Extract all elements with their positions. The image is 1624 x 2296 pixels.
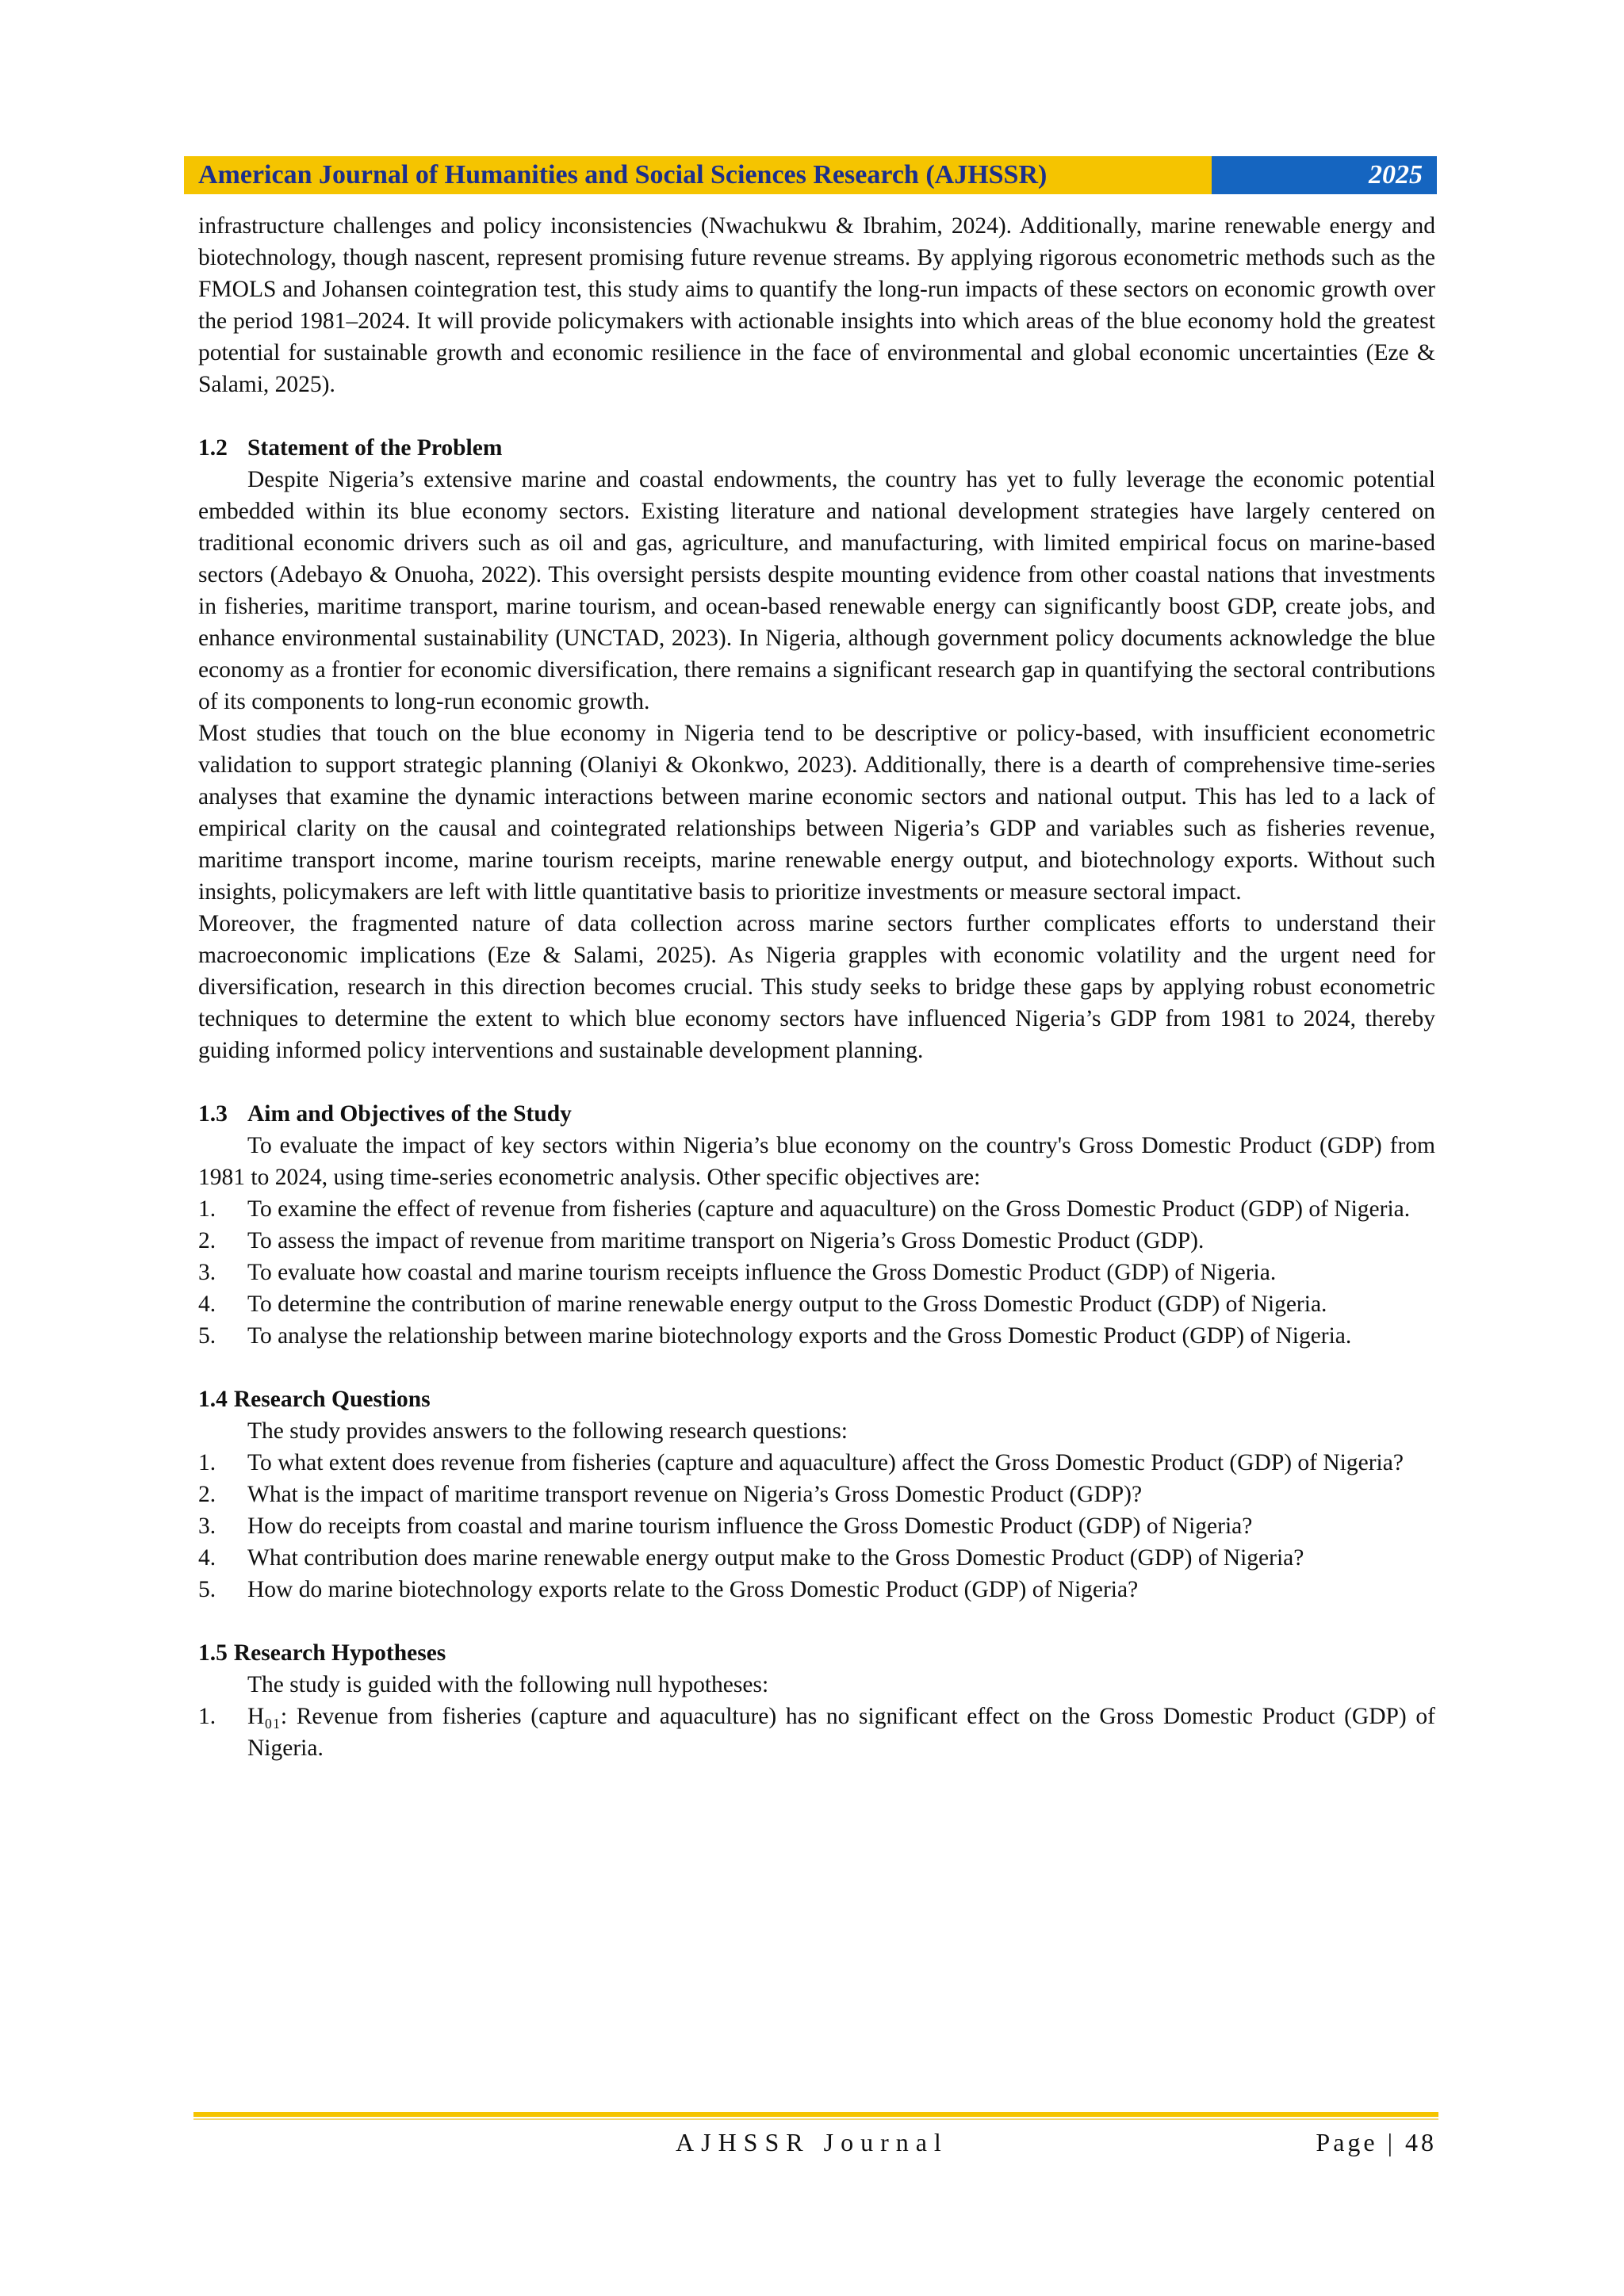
journal-title: American Journal of Humanities and Social Sciences Research (AJHSSR) bbox=[184, 156, 1212, 194]
hypotheses-list bbox=[198, 1701, 1435, 1764]
list-item bbox=[198, 1225, 1435, 1257]
list-number: 1. bbox=[198, 1704, 216, 1729]
list-item bbox=[198, 1510, 1435, 1542]
section-title: Aim and Objectives of the Study bbox=[247, 1101, 572, 1127]
problem-paragraph: Despite Nigeria’s extensive marine and coastal endowments, the country has yet to fully leverage the economic potential embedded within its blue economy sectors. Existing literature and national development strategies have largely centered on traditional economic drivers such as oil and gas, agriculture, and manufacturing, with limited empirical focus on marine-based sectors (Adebayo & Onuoha, 2022). This oversight persists despite mounting evidence from other coastal nations that investments in fisheries, maritime transport, marine tourism, and ocean-based renewable energy can significantly boost GDP, create jobs, and enhance environmental sustainability (UNCTAD, 2023). In Nigeria, although government policy documents acknowledge the blue economy as a frontier for economic diversification, there remains a significant research gap in quantifying the sectoral contributions of its components to long-run economic growth. bbox=[198, 467, 1435, 714]
list-text: How do receipts from coastal and marine tourism influence the Gross Domestic Product (GDP) of Nigeria? bbox=[247, 1513, 1253, 1539]
problem-paragraph: Most studies that touch on the blue economy in Nigeria tend to be descriptive or policy-based, with insufficient econometric validation to support strategic planning (Olaniyi & Okonkwo, 2023). Additionally, there is a dearth of comprehensive time-series analyses that examine the dynamic interactions between marine economic sectors and national output. This has led to a lack of empirical clarity on the causal and cointegrated relationships between Nigeria’s GDP and variables such as fisheries revenue, maritime transport income, marine tourism receipts, marine renewable energy output, and biotechnology exports. Without such insights, policymakers are left with little quantitative basis to prioritize investments or measure sectoral impact. bbox=[198, 721, 1435, 905]
section-title: Research Questions bbox=[233, 1387, 431, 1412]
list-item bbox=[198, 1288, 1435, 1320]
list-number: 1. bbox=[198, 1196, 216, 1222]
list-item bbox=[198, 1574, 1435, 1605]
list-number: 5. bbox=[198, 1323, 216, 1349]
questions-intro: The study provides answers to the following research questions: bbox=[247, 1418, 848, 1444]
section-number: 1.5 bbox=[198, 1640, 228, 1666]
list-text: To what extent does revenue from fisheries (capture and aquaculture) affect the Gross Domestic Product (GDP) of Nigeria? bbox=[247, 1450, 1404, 1475]
objectives-intro: To evaluate the impact of key sectors within Nigeria’s blue economy on the country's Gross Domestic Product (GDP) from 1981 to 2024, using time-series econometric analysis. Other specific objectives are: bbox=[198, 1133, 1435, 1190]
journal-header bbox=[184, 156, 1437, 194]
list-number: 3. bbox=[198, 1260, 216, 1285]
footer-divider-thin bbox=[193, 2118, 1438, 2120]
list-number: 2. bbox=[198, 1228, 216, 1253]
list-item bbox=[198, 1701, 1435, 1764]
list-item bbox=[198, 1193, 1435, 1225]
list-number: 3. bbox=[198, 1513, 216, 1539]
list-number: 2. bbox=[198, 1482, 216, 1507]
section-heading-1-2 bbox=[198, 432, 1435, 464]
list-text: To examine the effect of revenue from fisheries (capture and aquaculture) on the Gross Domestic Product (GDP) of Nigeria. bbox=[247, 1196, 1411, 1222]
questions-list bbox=[198, 1447, 1435, 1605]
list-text: H₀₁: Revenue from fisheries (capture and aquaculture) has no significant effect on the Gross Domestic Product (GDP) of Nigeria. bbox=[247, 1704, 1435, 1761]
section-number: 1.4 bbox=[198, 1387, 228, 1412]
section-heading-1-5 bbox=[198, 1637, 1435, 1669]
hypotheses-intro: The study is guided with the following null hypotheses: bbox=[247, 1672, 769, 1697]
footer-divider bbox=[193, 2112, 1438, 2117]
section-number: 1.2 bbox=[198, 435, 228, 461]
section-number: 1.3 bbox=[198, 1101, 228, 1127]
page-number: Page | 48 bbox=[1316, 2128, 1437, 2156]
list-number: 4. bbox=[198, 1545, 216, 1571]
list-item bbox=[198, 1257, 1435, 1288]
footer-journal: AJHSSR Journal bbox=[676, 2128, 948, 2156]
list-number: 1. bbox=[198, 1450, 216, 1475]
list-item bbox=[198, 1320, 1435, 1352]
list-text: To determine the contribution of marine renewable energy output to the Gross Domestic Product (GDP) of Nigeria. bbox=[247, 1292, 1327, 1317]
list-number: 5. bbox=[198, 1577, 216, 1602]
list-text: To assess the impact of revenue from maritime transport on Nigeria’s Gross Domestic Product (GDP). bbox=[247, 1228, 1205, 1253]
list-text: What contribution does marine renewable energy output make to the Gross Domestic Product (GDP) of Nigeria? bbox=[247, 1545, 1304, 1571]
section-title: Research Hypotheses bbox=[233, 1640, 446, 1666]
objectives-list bbox=[198, 1193, 1435, 1352]
section-title: Statement of the Problem bbox=[247, 435, 503, 461]
list-text: To evaluate how coastal and marine tourism receipts influence the Gross Domestic Product (GDP) of Nigeria. bbox=[247, 1260, 1277, 1285]
section-heading-1-4 bbox=[198, 1383, 1435, 1415]
section-heading-1-3 bbox=[198, 1098, 1435, 1130]
list-text: How do marine biotechnology exports relate to the Gross Domestic Product (GDP) of Nigeria? bbox=[247, 1577, 1139, 1602]
list-text: What is the impact of maritime transport revenue on Nigeria’s Gross Domestic Product (GDP)? bbox=[247, 1482, 1143, 1507]
list-text: To analyse the relationship between marine biotechnology exports and the Gross Domestic Product (GDP) of Nigeria. bbox=[247, 1323, 1352, 1349]
intro-continuation-paragraph: infrastructure challenges and policy inconsistencies (Nwachukwu & Ibrahim, 2024). Additionally, marine renewable energy and biotechnology, though nascent, represent promising future revenue streams. By applying rigorous econometric methods such as the FMOLS and Johansen cointegration test, this study aims to quantify the long-run impacts of these sectors on economic growth over the period 1981–2024. It will provide policymakers with actionable insights into which areas of the blue economy hold the greatest potential for sustainable growth and economic resilience in the face of environmental and global economic uncertainties (Eze & Salami, 2025). bbox=[198, 213, 1435, 397]
list-number: 4. bbox=[198, 1292, 216, 1317]
list-item bbox=[198, 1479, 1435, 1510]
list-item bbox=[198, 1447, 1435, 1479]
problem-paragraph: Moreover, the fragmented nature of data collection across marine sectors further complicates efforts to understand their macroeconomic implications (Eze & Salami, 2025). As Nigeria grapples with economic volatility and the urgent need for diversification, research in this direction becomes crucial. This study seeks to bridge these gaps by applying robust econometric techniques to determine the extent to which blue economy sectors have influenced Nigeria’s GDP from 1981 to 2024, thereby guiding informed policy interventions and sustainable development planning. bbox=[198, 911, 1435, 1063]
list-item bbox=[198, 1542, 1435, 1574]
publication-year: 2025 bbox=[1212, 156, 1437, 194]
page-body bbox=[198, 210, 1435, 1764]
